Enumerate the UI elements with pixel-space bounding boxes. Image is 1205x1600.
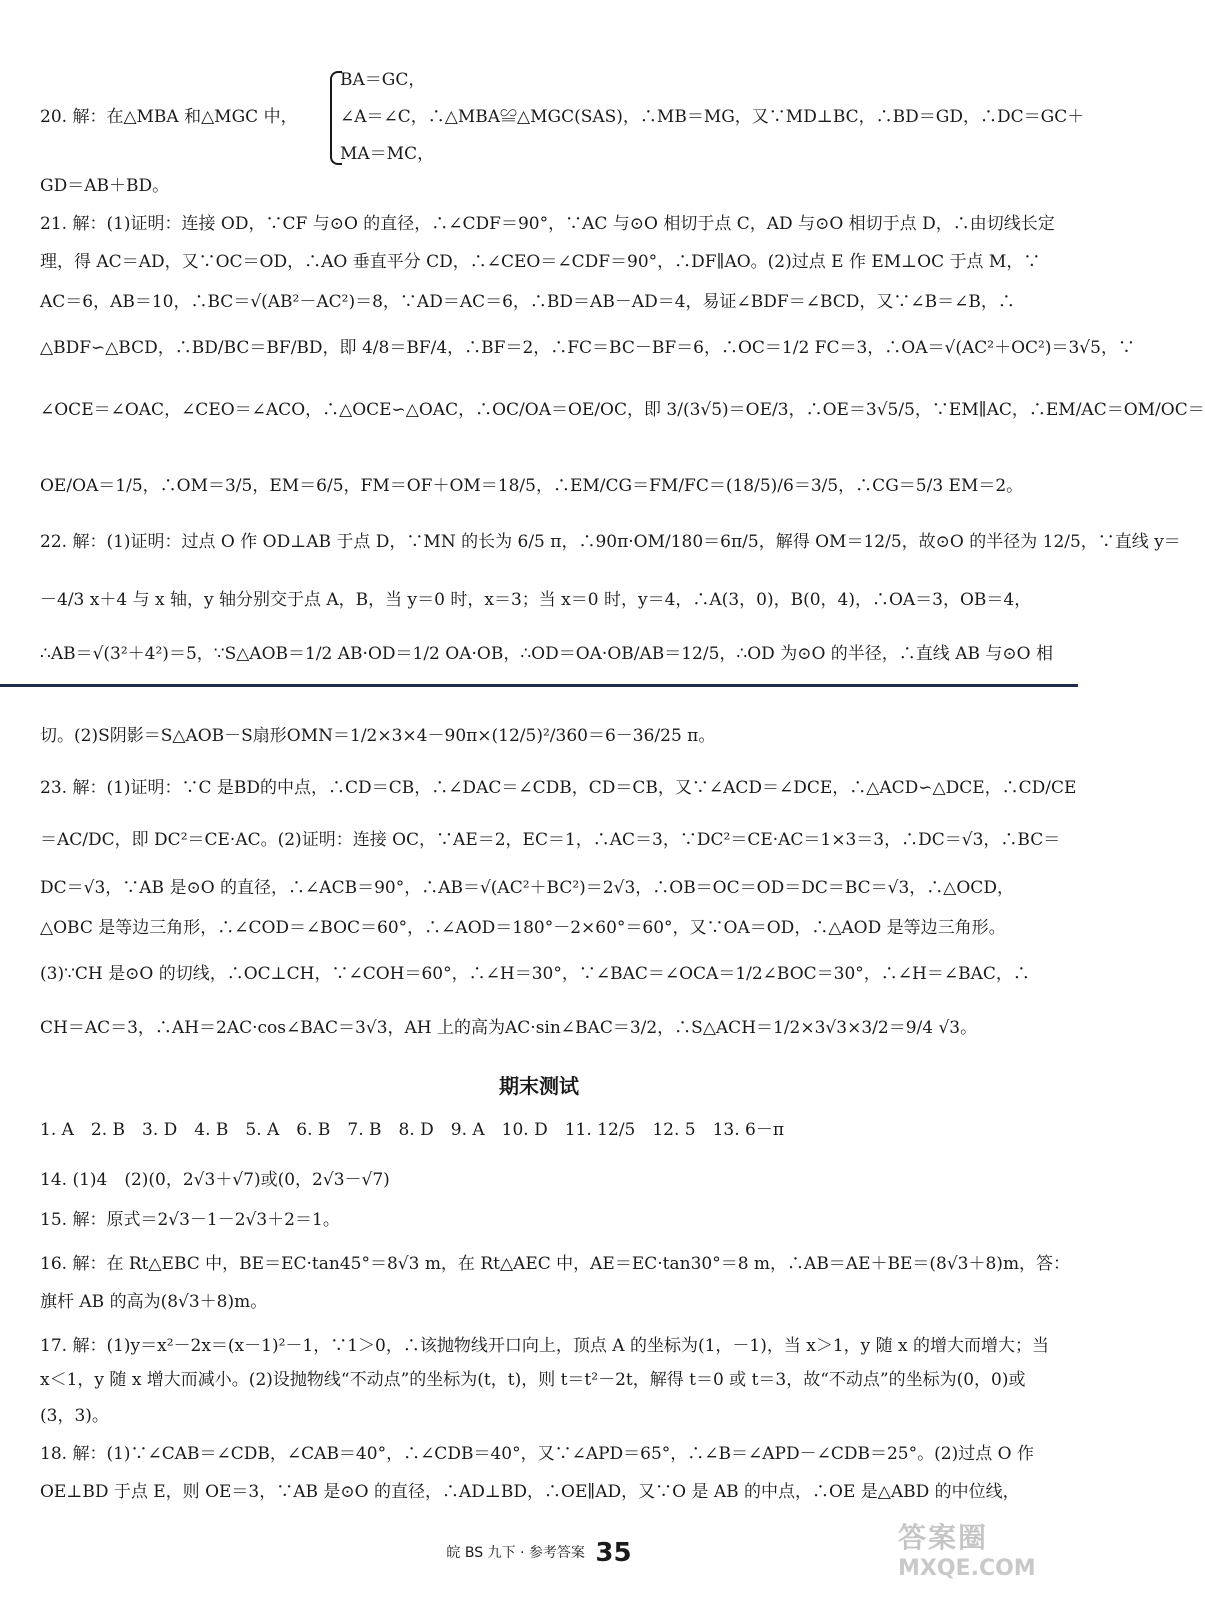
brace-row-2: ∠A＝∠C，∴△MBA≌△MGC(SAS)，∴MB＝MG，又∵MD⊥BC，∴BD＝GD，∴DC＝GC＋ <box>340 107 1085 127</box>
brace-row-3: MA＝MC， <box>340 144 435 164</box>
text-line: 18. 解：(1)∵∠CAB＝∠CDB，∠CAB＝40°，∴∠CDB＝40°，又∵∠APD＝65°，∴∠B＝∠APD－∠CDB＝25°。(2)过点 O 作 <box>40 1444 1034 1464</box>
text-line: 22. 解：(1)证明：过点 O 作 OD⊥AB 于点 D，∵MN 的长为 6/5 π，∴90π·OM/180＝6π/5，解得 OM＝12/5，故⊙O 的半径为 12/5，∵直线 y＝ <box>40 532 1181 552</box>
text-line: x＜1，y 随 x 增大而减小。(2)设抛物线“不动点”的坐标为(t，t)，则 t＝t²－2t，解得 t＝0 或 t＝3，故“不动点”的坐标为(0，0)或 <box>40 1370 1026 1390</box>
text-line: 14. (1)4 (2)(0，2√3＋√7)或(0，2√3－√7) <box>40 1170 390 1190</box>
text-line: (3)∵CH 是⊙O 的切线，∴OC⊥CH，∵∠COH＝60°，∴∠H＝30°，∵∠BAC＝∠OCA＝1/2∠BOC＝30°，∴∠H＝∠BAC，∴ <box>40 964 1030 984</box>
question-20-block <box>40 65 1085 165</box>
text-line: △OBC 是等边三角形，∴∠COD＝∠BOC＝60°，∴∠AOD＝180°－2×60°＝60°，又∵OA＝OD，∴△AOD 是等边三角形。 <box>40 918 1006 938</box>
footer-text: 皖 BS 九下 · 参考答案 <box>446 1545 585 1561</box>
question-20-label: 20. 解：在△MBA 和△MGC 中， <box>40 107 298 127</box>
watermark-bottom: MXQE.COM <box>898 1556 1036 1581</box>
text-line: OE/OA＝1/5，∴OM＝3/5，EM＝6/5，FM＝OF＋OM＝18/5，∴EM/CG＝FM/FC＝(18/5)/6＝3/5，∴CG＝5/3 EM＝2。 <box>40 476 1024 496</box>
text-line: CH＝AC＝3，∴AH＝2AC·cos∠BAC＝3√3，AH 上的高为AC·sin∠BAC＝3/2，∴S△ACH＝1/2×3√3×3/2＝9/4 √3。 <box>40 1018 978 1038</box>
text-line: 理，得 AC＝AD，又∵OC＝OD，∴AO 垂直平分 CD，∴∠CEO＝∠CDF＝90°，∴DF∥AO。(2)过点 E 作 EM⊥OC 于点 M，∵ <box>40 252 1041 272</box>
answer-key-line: 1. A 2. B 3. D 4. B 5. A 6. B 7. B 8. D 9. A 10. D 11. 12/5 12. 5 13. 6－π <box>40 1120 785 1140</box>
text-line: 21. 解：(1)证明：连接 OD，∵CF 与⊙O 的直径，∴∠CDF＝90°，∵AC 与⊙O 相切于点 C，AD 与⊙O 相切于点 D，∴由切线长定 <box>40 214 1055 234</box>
question-20-continuation: GD＝AB＋BD。 <box>40 176 170 196</box>
text-line: 17. 解：(1)y＝x²－2x＝(x－1)²－1，∵1＞0，∴该抛物线开口向上，顶点 A 的坐标为(1，－1)，当 x＞1，y 随 x 的增大而增大；当 <box>40 1336 1050 1356</box>
page-number: 35 <box>595 1538 632 1568</box>
brace-row-1: BA＝GC， <box>340 70 426 90</box>
watermark-top: 答案圈 <box>898 1521 989 1554</box>
section-title: 期末测试 <box>499 1074 579 1098</box>
text-line: (3，3)。 <box>40 1406 109 1426</box>
text-line: 旗杆 AB 的高为(8√3＋8)m。 <box>40 1292 268 1312</box>
text-line: OE⊥BD 于点 E，则 OE＝3，∵AB 是⊙O 的直径，∴AD⊥BD，∴OE∥AD，又∵O 是 AB 的中点，∴OE 是△ABD 的中位线， <box>40 1482 1020 1502</box>
text-line: AC＝6，AB＝10，∴BC＝√(AB²－AC²)＝8，∵AD＝AC＝6，∴BD＝AB－AD＝4，易证∠BDF＝∠BCD，又∵∠B＝∠B，∴ <box>40 292 1015 312</box>
text-line: 切。(2)S阴影＝S△AOB－S扇形OMN＝1/2×3×4－90π×(12/5)²/360＝6－36/25 π。 <box>40 726 716 746</box>
text-line: ＝AC/DC，即 DC²＝CE·AC。(2)证明：连接 OC，∵AE＝2，EC＝1，∴AC＝3，∵DC²＝CE·AC＝1×3＝3，∴DC＝√3，∴BC＝ <box>40 830 1061 850</box>
text-line: ∴AB＝√(3²＋4²)＝5，∵S△AOB＝1/2 AB·OD＝1/2 OA·OB，∴OD＝OA·OB/AB＝12/5，∴OD 为⊙O 的半径，∴直线 AB 与⊙O 相 <box>40 644 1053 664</box>
watermark-logo <box>898 1516 1058 1586</box>
text-line: 23. 解：(1)证明：∵C 是BD的中点，∴CD＝CB，∴∠DAC＝∠CDB，CD＝CB，又∵∠ACD＝∠DCE，∴△ACD∽△DCE，∴CD/CE <box>40 778 1077 798</box>
text-line: DC＝√3，∵AB 是⊙O 的直径，∴∠ACB＝90°，∴AB＝√(AC²＋BC²)＝2√3，∴OB＝OC＝OD＝DC＝BC＝√3，∴△OCD， <box>40 878 1014 898</box>
text-line: －4/3 x＋4 与 x 轴，y 轴分别交于点 A，B，当 y＝0 时，x＝3；当 x＝0 时，y＝4，∴A(3，0)，B(0，4)，∴OA＝3，OB＝4， <box>40 590 1032 610</box>
text-line: 15. 解：原式＝2√3－1－2√3＋2＝1。 <box>40 1210 340 1230</box>
text-line: ∠OCE＝∠OAC，∠CEO＝∠ACO，∴△OCE∽△OAC，∴OC/OA＝OE/OC，即 3/(3√5)＝OE/3，∴OE＝3√5/5，∵EM∥AC，∴EM/AC＝OM/OC＝ <box>40 400 1205 420</box>
text-line: △BDF∽△BCD，∴BD/BC＝BF/BD，即 4/8＝BF/4，∴BF＝2，∴FC＝BC－BF＝6，∴OC＝1/2 FC＝3，∴OA＝√(AC²＋OC²)＝3√5，∵ <box>40 338 1135 358</box>
page-divider <box>0 684 1078 687</box>
text-line: 16. 解：在 Rt△EBC 中，BE＝EC·tan45°＝8√3 m，在 Rt△AEC 中，AE＝EC·tan30°＝8 m，∴AB＝AE＋BE＝(8√3＋8)m，答： <box>40 1254 1071 1274</box>
